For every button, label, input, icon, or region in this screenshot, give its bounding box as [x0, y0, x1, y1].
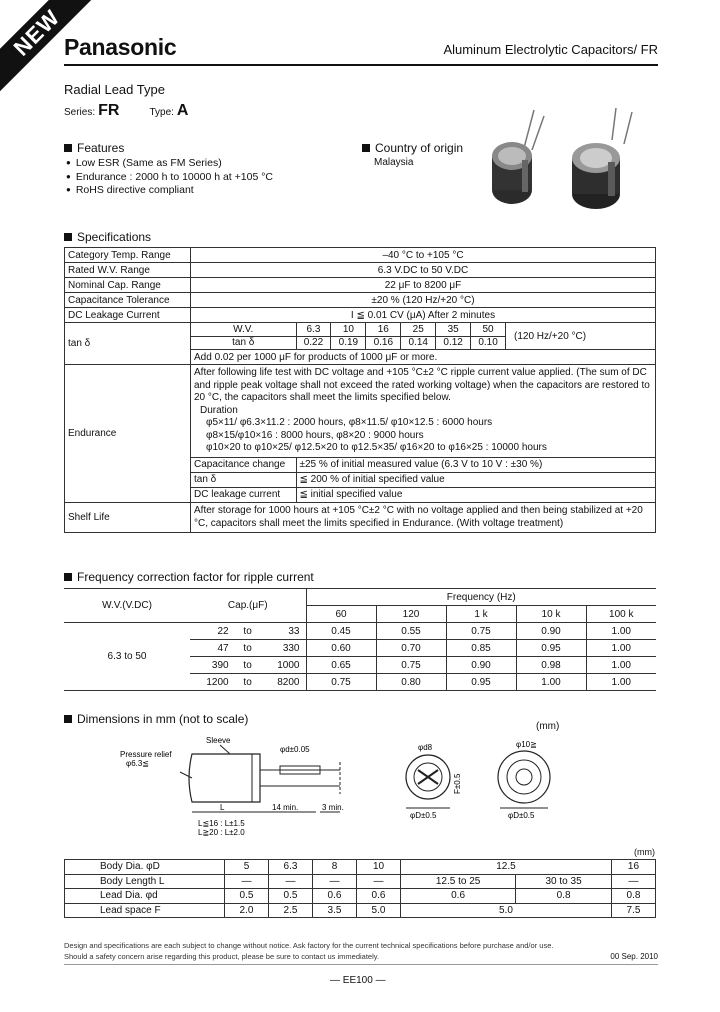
- table-row: [65, 308, 656, 323]
- dim-label: Lead Dia. φd: [65, 889, 225, 904]
- lead-end-label: 3 min.: [322, 803, 344, 812]
- freq-wv-value: 6.3 to 50: [64, 623, 190, 691]
- spec-label: Endurance: [65, 365, 191, 503]
- page-number: — EE100 —: [330, 975, 386, 986]
- dim-cell: 0.5: [225, 889, 269, 904]
- header-rule: [64, 64, 658, 66]
- capacitor-large: [572, 108, 632, 209]
- freq-value: 0.45: [306, 623, 376, 640]
- cap-to-word: to: [235, 674, 261, 691]
- freq-value: 0.90: [516, 623, 586, 640]
- table-row: [191, 457, 655, 472]
- freq-value: 0.55: [376, 623, 446, 640]
- dim-cell: 5.0: [401, 903, 612, 918]
- freq-value: 1.00: [586, 674, 656, 691]
- specifications-table: [64, 247, 656, 533]
- body-outline: [189, 754, 260, 802]
- dim-cell: 0.6: [313, 889, 357, 904]
- freq-col-head: 1 k: [446, 606, 516, 623]
- table-row: [65, 278, 656, 293]
- freq-col-head: 60: [306, 606, 376, 623]
- top-dia-label-1: φd8: [418, 743, 433, 752]
- freq-col-head: 10 k: [516, 606, 586, 623]
- spec-label: Nominal Cap. Range: [65, 278, 191, 293]
- freq-value: 0.60: [306, 640, 376, 657]
- table-row: [65, 860, 656, 875]
- L-note-2: L≧20 : L±2.0: [198, 828, 245, 837]
- freq-value: 0.70: [376, 640, 446, 657]
- endurance-sub-value: ≦ 200 % of initial specified value: [296, 472, 655, 487]
- features-heading: Features: [64, 141, 124, 155]
- spec-value: ±20 % (120 Hz/+20 °C): [191, 293, 656, 308]
- footer-note: Should a safety concern arise regarding this product, please be sure to contact us immediately.: [64, 952, 380, 961]
- frequency-table: [64, 588, 656, 691]
- tan-value-cell: 0.14: [401, 336, 436, 349]
- dim-cell: 0.5: [269, 889, 313, 904]
- dim-cell: 0.8: [516, 889, 612, 904]
- table-row: [65, 503, 656, 533]
- origin-value: Malaysia: [374, 157, 414, 168]
- section-bullet-icon: [64, 144, 72, 152]
- dim-label: Lead space F: [65, 903, 225, 918]
- cap-to-word: to: [235, 640, 261, 657]
- lead-dia-label: φd±0.05: [280, 745, 310, 754]
- top-view-large-center: [516, 769, 532, 785]
- dimensions-table: [64, 859, 656, 918]
- table-row: [191, 487, 655, 502]
- dim-cell: —: [313, 874, 357, 889]
- spec-label: Capacitance Tolerance: [65, 293, 191, 308]
- section-bullet-icon: [64, 233, 72, 241]
- dim-cell: —: [357, 874, 401, 889]
- product-title: Aluminum Electrolytic Capacitors/ FR: [443, 42, 658, 57]
- tan-wv-cell: 35: [436, 323, 471, 336]
- freq-cap-head: Cap.(μF): [190, 589, 306, 623]
- dim-cell: 12.5: [401, 860, 612, 875]
- tan-wv-cell: 10: [331, 323, 366, 336]
- tan-delta-cell: [191, 323, 506, 350]
- cap-from: 47: [190, 640, 235, 657]
- top-dia-label-2: φ10≧: [516, 740, 537, 749]
- table-row: [64, 623, 656, 640]
- dim-cell: 16: [611, 860, 655, 875]
- series-type-line: [64, 102, 218, 120]
- tan-wv-cell: 6.3: [296, 323, 331, 336]
- relief-leader: [180, 772, 192, 778]
- page-subtitle: Radial Lead Type: [64, 82, 165, 97]
- spec-label: Category Temp. Range: [65, 248, 191, 263]
- dim-cell: 5: [225, 860, 269, 875]
- dimension-drawing: [120, 732, 570, 842]
- cap-to-word: to: [235, 657, 261, 674]
- footer-notes: [64, 940, 553, 962]
- spec-value: –40 °C to +105 °C: [191, 248, 656, 263]
- top-view-large: [498, 751, 550, 803]
- top-view-large-inner: [507, 760, 541, 794]
- freq-value: 1.00: [586, 623, 656, 640]
- type-value: A: [176, 102, 189, 119]
- dim-cell: 0.8: [611, 889, 655, 904]
- pressure-relief-label: Pressure relief: [120, 750, 172, 759]
- spec-label: DC Leakage Current: [65, 308, 191, 323]
- L-label: L: [220, 803, 225, 812]
- feature-item: ● RoHS directive compliant: [66, 184, 273, 198]
- freq-value: 0.90: [446, 657, 516, 674]
- freq-value: 0.75: [306, 674, 376, 691]
- dim-cell: 6.3: [269, 860, 313, 875]
- cap-to: 330: [261, 640, 306, 657]
- pressure-relief-sub: φ6.3≦: [126, 759, 150, 768]
- endurance-sub-table: [191, 457, 655, 503]
- table-row: [65, 248, 656, 263]
- section-bullet-icon: [64, 715, 72, 723]
- tan-value-cell: 0.12: [436, 336, 471, 349]
- dimension-unit-table: (mm): [634, 847, 655, 857]
- lead-len-label: 14 min.: [272, 803, 299, 812]
- dim-cell: 12.5 to 25: [401, 874, 516, 889]
- spec-value: I ≦ 0.01 CV (μA) After 2 minutes: [191, 308, 656, 323]
- dim-cell: 2.5: [269, 903, 313, 918]
- dim-cell: —: [225, 874, 269, 889]
- table-row: [65, 263, 656, 278]
- footer-note: Design and specifications are each subject to change without notice. Ask factory for the current technical specifications before purchase and/or use.: [64, 941, 554, 950]
- table-row: [65, 323, 656, 350]
- capacitor-small: [492, 110, 544, 204]
- section-bullet-icon: [362, 144, 370, 152]
- series-value: FR: [98, 102, 120, 119]
- freq-value: 1.00: [586, 657, 656, 674]
- dim-label: Body Dia. φD: [65, 860, 225, 875]
- sleeve-label: Sleeve: [206, 736, 231, 745]
- tan-wv-head: W.V.: [191, 323, 296, 336]
- endurance-sub-label: tan δ: [191, 472, 296, 487]
- footer-rule: [64, 964, 658, 965]
- table-row: [65, 365, 656, 457]
- dim-cell: 7.5: [611, 903, 655, 918]
- freq-col-head: 120: [376, 606, 446, 623]
- features-list: [66, 157, 273, 198]
- dimension-unit-top: (mm): [536, 721, 560, 732]
- dim-cell: 10: [357, 860, 401, 875]
- tan-value-cell: 0.22: [296, 336, 331, 349]
- cap-to: 33: [261, 623, 306, 640]
- capacitor-photo: [488, 108, 658, 214]
- origin-heading: Country of origin: [362, 141, 463, 155]
- cap-to-word: to: [235, 623, 261, 640]
- type-label: Type:: [149, 107, 174, 118]
- spec-label: tan δ: [65, 323, 191, 365]
- freq-value: 1.00: [516, 674, 586, 691]
- dim-cell: 0.6: [401, 889, 516, 904]
- table-row: [191, 336, 505, 349]
- tan-wv-cell: 25: [401, 323, 436, 336]
- table-row: [65, 874, 656, 889]
- F-label: F±0.5: [453, 773, 462, 794]
- duration-line: φ8×15/φ10×16 : 8000 hours, φ8×20 : 9000 hours: [206, 429, 424, 441]
- tan-wv-cell: 50: [471, 323, 505, 336]
- spec-value: 6.3 V.DC to 50 V.DC: [191, 263, 656, 278]
- cap-to: 8200: [261, 674, 306, 691]
- dimensions-heading: Dimensions in mm (not to scale): [64, 712, 248, 726]
- feature-item: ● Low ESR (Same as FM Series): [66, 157, 273, 171]
- tan-wv-cell: 16: [366, 323, 401, 336]
- dim-cell: 5.0: [357, 903, 401, 918]
- endurance-sub-value: ±25 % of initial measured value (6.3 V to 10 V : ±30 %): [296, 457, 655, 472]
- shelf-life-text: After storage for 1000 hours at +105 °C±2 °C with no voltage applied and then being stabilized at +20 °C, capacitors shall meet the limits specified in Endurance. (With voltage treatment): [191, 503, 656, 533]
- freq-value: 0.75: [376, 657, 446, 674]
- tan-value-cell: 0.19: [331, 336, 366, 349]
- tan-head: tan δ: [191, 336, 296, 349]
- freq-value: 0.95: [516, 640, 586, 657]
- endurance-sub-value: ≦ initial specified value: [296, 487, 655, 502]
- cap-from: 22: [190, 623, 235, 640]
- dim-cell: —: [611, 874, 655, 889]
- table-row: [191, 323, 505, 336]
- tan-delta-table: [191, 323, 505, 349]
- tan-condition: (120 Hz/+20 °C): [506, 323, 656, 350]
- spec-value: 22 μF to 8200 μF: [191, 278, 656, 293]
- table-row: [65, 903, 656, 918]
- table-row: [65, 889, 656, 904]
- freq-value: 0.98: [516, 657, 586, 674]
- specifications-heading: Specifications: [64, 230, 151, 244]
- spec-label: Rated W.V. Range: [65, 263, 191, 278]
- table-row: [64, 589, 656, 606]
- tan-note: Add 0.02 per 1000 μF for products of 1000 μF or more.: [191, 350, 656, 365]
- cap-from: 390: [190, 657, 235, 674]
- sleeve-leader: [220, 745, 230, 754]
- frequency-heading: Frequency correction factor for ripple current: [64, 570, 314, 584]
- freq-wv-head: W.V.(V.DC): [64, 589, 190, 623]
- tan-value-cell: 0.10: [471, 336, 505, 349]
- dim-cell: —: [269, 874, 313, 889]
- endurance-sub-label: DC leakage current: [191, 487, 296, 502]
- dim-cell: 3.5: [313, 903, 357, 918]
- duration-label: Duration: [200, 404, 238, 416]
- table-row: [191, 472, 655, 487]
- endurance-sub-label: Capacitance change: [191, 457, 296, 472]
- freq-value: 0.65: [306, 657, 376, 674]
- table-row: [65, 293, 656, 308]
- brand-logo: Panasonic: [64, 34, 177, 60]
- dim-label: Body Length L: [65, 874, 225, 889]
- duration-line: φ10×20 to φ10×25/ φ12.5×20 to φ12.5×35/ φ16×20 to φ16×25 : 10000 hours: [206, 442, 547, 453]
- L-note-1: L≦16 : L±1.5: [198, 819, 245, 828]
- D-label-2: φD±0.5: [508, 811, 535, 820]
- endurance-sub-cell: [191, 457, 656, 503]
- D-label: φD±0.5: [410, 811, 437, 820]
- series-label: Series:: [64, 107, 96, 118]
- freq-head: Frequency (Hz): [306, 589, 656, 606]
- endurance-text-cell: [191, 365, 656, 457]
- freq-value: 0.85: [446, 640, 516, 657]
- freq-value: 0.75: [446, 623, 516, 640]
- footer-date: 00 Sep. 2010: [610, 952, 658, 961]
- freq-value: 1.00: [586, 640, 656, 657]
- spec-label: Shelf Life: [65, 503, 191, 533]
- dim-cell: 30 to 35: [516, 874, 612, 889]
- freq-value: 0.80: [376, 674, 446, 691]
- cap-from: 1200: [190, 674, 235, 691]
- cap-to: 1000: [261, 657, 306, 674]
- freq-value: 0.95: [446, 674, 516, 691]
- freq-col-head: 100 k: [586, 606, 656, 623]
- duration-line: φ5×11/ φ6.3×11.2 : 2000 hours, φ8×11.5/ φ10×12.5 : 6000 hours: [206, 417, 493, 428]
- dim-cell: 8: [313, 860, 357, 875]
- tan-value-cell: 0.16: [366, 336, 401, 349]
- dim-cell: 2.0: [225, 903, 269, 918]
- feature-item: ● Endurance : 2000 h to 10000 h at +105 °C: [66, 171, 273, 185]
- dim-cell: 0.6: [357, 889, 401, 904]
- new-badge: NEW: [0, 0, 101, 97]
- endurance-text: After following life test with DC voltage and +105 °C±2 °C ripple current value applied. (The sum of DC and ripple peak voltage shall not exceed the rated working voltage) when the capacitors are restored to 20 °C, the capacitors shall meet the limits specified below.: [194, 367, 650, 403]
- section-bullet-icon: [64, 573, 72, 581]
